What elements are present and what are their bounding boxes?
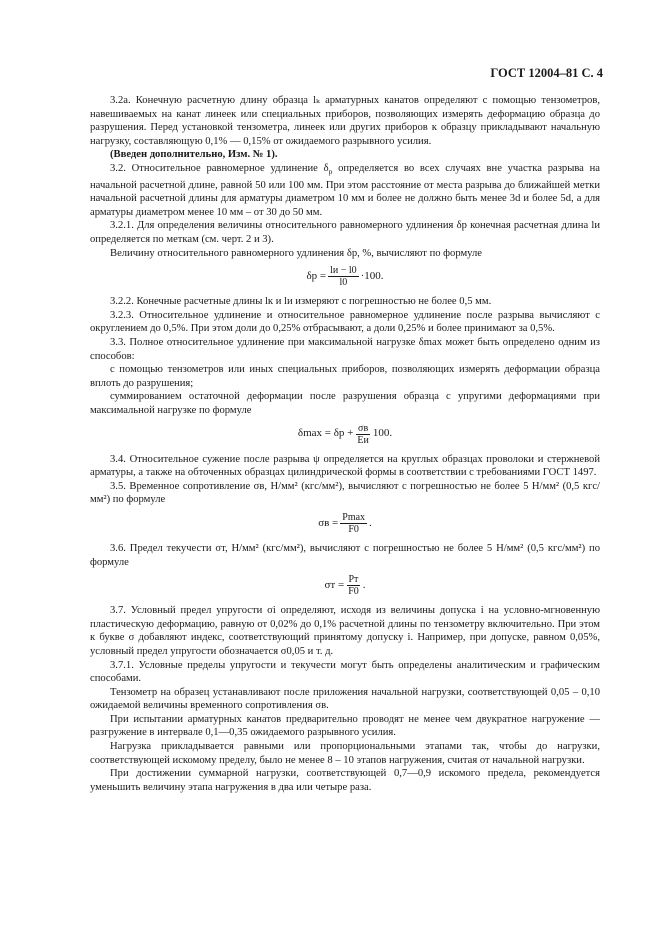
method-2: суммированием остаточной деформации после разрушения образца с упругими деформациями при максимальной нагрузке по формуле bbox=[90, 391, 600, 416]
formula-1-tail: ·100. bbox=[360, 269, 384, 282]
formula-1-lhs: δр = bbox=[306, 269, 327, 282]
paragraph-cable-testing: При испытании арматурных канатов предварительно проводят не менее чем двукратное нагружение — разгружение в интервале 0,1—0,35 ожидаемого разрывного усилия. bbox=[90, 713, 600, 739]
formula-tensile-strength bbox=[90, 512, 600, 535]
paragraph-3-2: 3.2. Относительное равномерное удлинение $\delta_р$ определяется во всех случаях вне участка разрыва на начальной расчетной длине, равной 50 или 100 мм. При этом расстояние от места разрыва до ближайшей метки начальной расчетной длины для арматуры диаметром 10 мм и более не должно быть менее 3d и более 5d, а для арматуры диаметром менее 10 мм – от 30 до 50 мм. bbox=[90, 162, 600, 218]
formula-yield-strength bbox=[90, 574, 600, 597]
paragraph-3-6: 3.6. Предел текучести σт, Н/мм² (кгс/мм²), вычисляют с погрешностью не более 5 Н/мм² (0,5 кгс/мм²) по формуле bbox=[90, 542, 600, 568]
paragraph-3-2-rest: определяется во всех случаях вне участка разрыва на начальной расчетной длине, равной 50 или 100 мм. При этом расстояние от места разрыва до ближайшей метки начальной расчетной длины для арматуры диаметром 10 мм и более не должно быть менее 3d и более 5d, а для арматуры диаметром менее 10 мм – от 30 до 50 мм. bbox=[90, 162, 600, 218]
formula-2-numerator: σв bbox=[358, 422, 369, 434]
paragraph-3-2-3: 3.2.3. Относительное удлинение и относительное равномерное удлинение после разрыва вычисляют с округлением до 0,5%. При этом доли до 0,25% отбрасывают, а доли 0,25% и более принимают за 0,5%. bbox=[90, 309, 600, 335]
paragraph-3-5: 3.5. Временное сопротивление σв, Н/мм² (кгс/мм²), вычисляют с погрешностью не более 5 Н/мм² (0,5 кгс/мм²) по формуле bbox=[90, 480, 600, 506]
formula-2-fraction bbox=[355, 423, 370, 446]
formula-total-elongation bbox=[90, 423, 600, 446]
formula-intro-1: Величину относительного равномерного удлинения δр, %, вычисляют по формуле bbox=[110, 247, 483, 259]
paragraph-tensometer: Тензометр на образец устанавливают после приложения начальной нагрузки, соответствующей 0,05 – 0,10 ожидаемой величины временного сопротивления σв. bbox=[90, 686, 600, 712]
page-header: ГОСТ 12004–81 С. 4 bbox=[490, 66, 603, 80]
formula-4-tail: . bbox=[362, 578, 366, 591]
paragraph-3-7: 3.7. Условный предел упругости σi определяют, исходя из величины допуска i на условно-мгновенную пластическую деформацию, равную от 0,02% до 0,1% расчетной длины по тензометру включительно. При этом к букве σ добавляют индекс, соответствующий принятому допуску i. Например, при допуске, равном 0,05%, условный предел упругости обозначается σ0,05 и т. д. bbox=[90, 605, 600, 657]
paragraph-load-reduction: При достижении суммарной нагрузки, соответствующей 0,7—0,9 искомого предела, рекомендуется уменьшить величину этапа нагружения в два или четыре раза. bbox=[90, 768, 600, 793]
paragraph-3-3: 3.3. Полное относительное удлинение при максимальной нагрузке δmax может быть определено одним из способов: bbox=[90, 337, 600, 362]
formula-3-lhs: σв = bbox=[318, 516, 339, 529]
paragraph-3-7-1: 3.7.1. Условные пределы упругости и текучести могут быть определены аналитическим и графическим способами. bbox=[90, 659, 600, 685]
formula-3-numerator: Pmax bbox=[342, 511, 366, 523]
formula-relative-uniform-elongation bbox=[90, 265, 600, 288]
formula-1-numerator: lи − l0 bbox=[330, 265, 357, 277]
paragraph-3-2a: 3.2а. Конечную расчетную длину образца lₖ арматурных канатов определяют с помощью тензометров, навешиваемых на канат линеек или специальных приборов, позволяющих измерять деформацию образца до разрушения. Перед установкой тензометра, линеек или других приборов к образцу прикладывают начальную нагрузку, составляющую 0,1% — 0,15% от ожидаемого разрывного усилия. bbox=[90, 95, 600, 147]
paragraph-loading-stages: Нагрузка прикладывается равными или пропорциональными этапами так, чтобы до нагрузки, соответствующей искомому пределу, было не менее 8 – 10 этапов нагружения, считая от начальной нагрузки. bbox=[90, 741, 600, 766]
formula-1-denominator: l0 bbox=[339, 277, 348, 289]
paragraph-3-2-1: 3.2.1. Для определения величины относительного равномерного удлинения δр конечная расчетная длина lи определяется по меткам (см. черт. 2 и 3). bbox=[90, 220, 600, 246]
formula-2-tail: 100. bbox=[372, 427, 393, 440]
formula-3-tail: . bbox=[369, 516, 372, 529]
paragraph-3-2-start: 3.2. Относительное равномерное удлинение δ bbox=[110, 162, 329, 174]
formula-3-denominator: F0 bbox=[348, 523, 359, 535]
method-1: с помощью тензометров или иных специальных приборов, позволяющих измерять деформации образца вплоть до разрушения; bbox=[90, 364, 600, 389]
paragraph-3-2-2: 3.2.2. Конечные расчетные длины lк и lи измеряют с погрешностью не более 0,5 мм. bbox=[110, 296, 492, 308]
formula-4-denominator: F0 bbox=[348, 586, 359, 598]
formula-1-fraction bbox=[328, 265, 359, 288]
formula-2-denominator: Eи bbox=[357, 434, 369, 446]
amendment-note: (Введен дополнительно, Изм. № 1). bbox=[110, 149, 278, 161]
formula-4-numerator: Pт bbox=[348, 574, 359, 586]
formula-4-lhs: σт = bbox=[324, 578, 345, 591]
paragraph-3-4: 3.4. Относительное сужение после разрыва ψ определяется на круглых образцах проволоки и стержневой арматуры, а также на обточенных образцах цилиндрической формы в соответствии с требованиями ГОСТ 1497. bbox=[90, 453, 600, 479]
document-body bbox=[90, 94, 600, 794]
formula-4-fraction bbox=[346, 574, 361, 597]
formula-3-fraction bbox=[340, 512, 367, 535]
formula-2-lhs: δmax = δр + bbox=[297, 427, 354, 440]
